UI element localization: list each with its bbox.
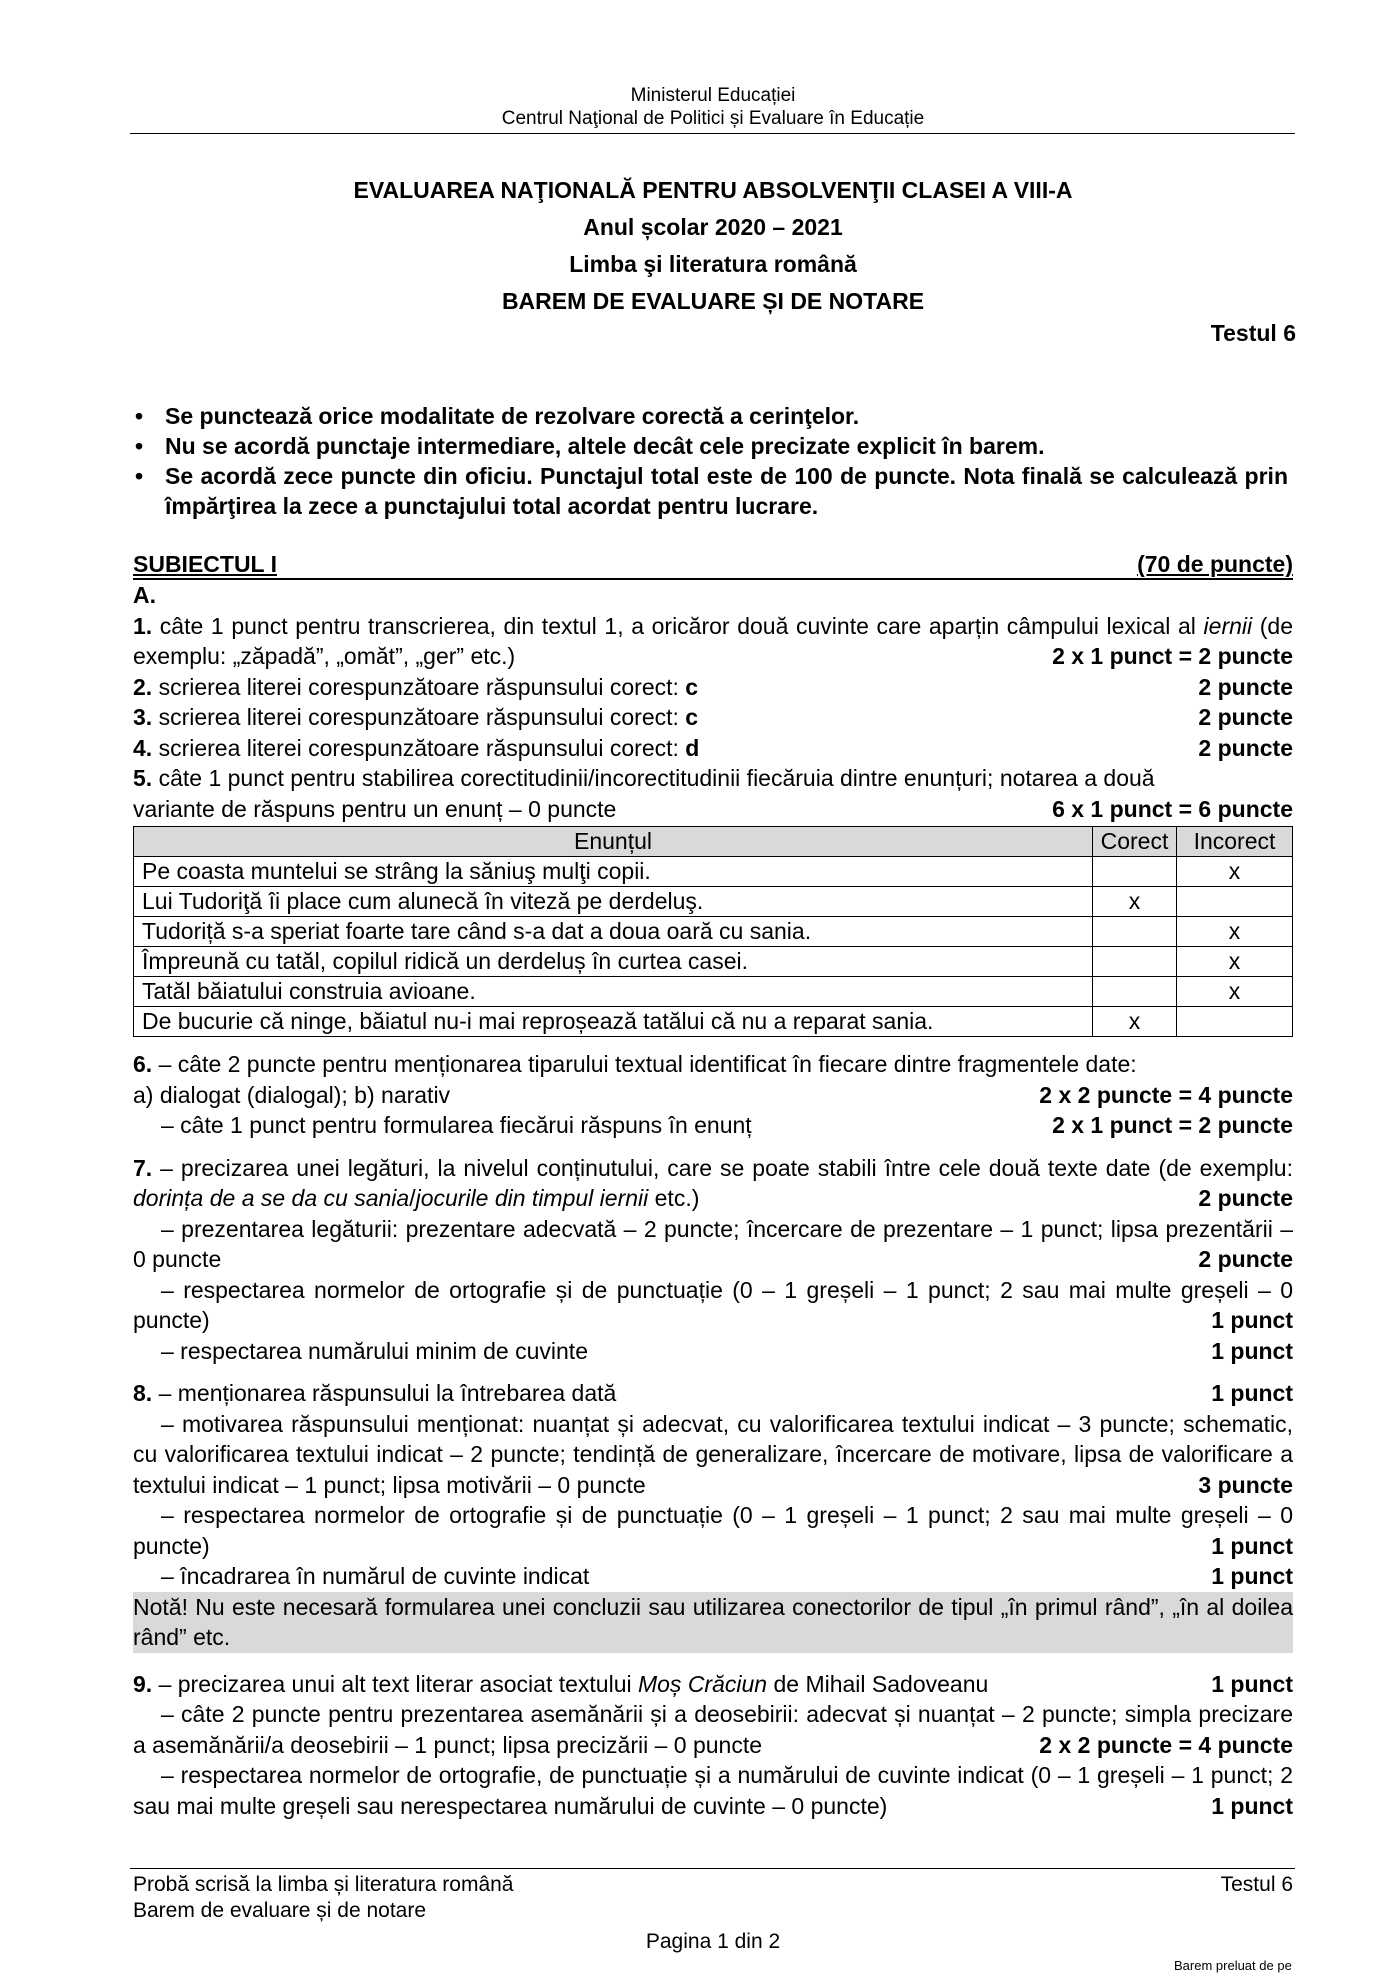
question-7 bbox=[133, 1153, 1293, 1367]
test-number: Testul 6 bbox=[1210, 320, 1296, 346]
answer-letter: c bbox=[685, 704, 699, 730]
question-text: variante de răspuns pentru un enunț – 0 puncte bbox=[133, 795, 617, 822]
ministry-name: Ministerul Educației bbox=[630, 85, 796, 106]
header-rule bbox=[130, 133, 1295, 134]
table-row bbox=[134, 887, 1293, 917]
question-number: 2. bbox=[133, 673, 153, 700]
incorrect-cell bbox=[1177, 1007, 1293, 1037]
question-2 bbox=[133, 672, 1293, 703]
question-score: 2 x 2 puncte = 4 puncte bbox=[1039, 1081, 1293, 1108]
question-score: 2 puncte bbox=[1198, 1185, 1293, 1211]
question-score: 1 punct bbox=[1211, 1670, 1293, 1697]
italic-term: jocurile din timpul iernii bbox=[415, 1185, 649, 1211]
question-text: – respectarea normelor de ortografie și de punctuație (0 – 1 greșeli – 1 punct; 2 sau mai multe greșeli – 0 puncte) bbox=[133, 1276, 1293, 1333]
question-text: – respectarea normelor de ortografie și de punctuație (0 – 1 greșeli – 1 punct; 2 sau mai multe greșeli – 0 puncte) bbox=[133, 1502, 1293, 1559]
statement-cell: Lui Tudoriţă îi place cum alunecă în viteză pe derdeluş. bbox=[134, 887, 1093, 917]
incorrect-cell: x bbox=[1177, 947, 1293, 977]
italic-term: Moș Crăciun bbox=[637, 1670, 768, 1697]
question-number: 1. bbox=[133, 612, 153, 639]
document-titles bbox=[133, 172, 1293, 320]
table-header-cell: Enunțul bbox=[134, 827, 1093, 857]
question-score: 1 punct bbox=[1211, 1792, 1293, 1819]
question-number: 7. bbox=[133, 1154, 153, 1181]
subject-content bbox=[133, 550, 1293, 1821]
subject-heading bbox=[133, 550, 1293, 580]
question-score: 3 puncte bbox=[1198, 1471, 1293, 1498]
table-row bbox=[134, 917, 1293, 947]
question-text: (de exemplu: „zăpadă”, „omăt”, „ger” etc.) bbox=[133, 612, 1293, 669]
question-number: 9. bbox=[133, 1670, 153, 1697]
question-text: – precizarea unei legături, la nivelul conținutului, care se poate stabili între cele două texte date (de exemplu: bbox=[152, 1154, 1293, 1181]
rule-item: • Se acordă zece puncte din oficiu. Punctajul total este de 100 de puncte. Nota finală se calculează prin împărţirea la zece a punctajului total acordat pentru lucrare. bbox=[133, 461, 1288, 521]
question-number: 6. bbox=[133, 1051, 153, 1077]
question-score: 2 x 2 puncte = 4 puncte bbox=[1039, 1731, 1293, 1758]
table-row bbox=[134, 977, 1293, 1007]
ministry-header bbox=[133, 84, 1293, 130]
answer-letter: d bbox=[685, 734, 700, 761]
question-text: a) dialogat (dialogal); b) narativ bbox=[133, 1081, 451, 1108]
incorrect-cell: x bbox=[1177, 977, 1293, 1007]
exam-title: EVALUAREA NAŢIONALĂ PENTRU ABSOLVENŢII CLASEI A VIII-A bbox=[353, 177, 1073, 203]
question-text: scrierea literei corespunzătoare răspunsului corect: bbox=[152, 673, 686, 700]
note-box: Notă! Nu este necesară formularea unei concluzii sau utilizarea conectorilor de tipul „în primul rând”, „în al doilea rând” etc. bbox=[133, 1592, 1293, 1653]
table-row bbox=[134, 1007, 1293, 1037]
question-text: – precizarea unui alt text literar asociat textului bbox=[152, 1670, 638, 1697]
question-text: – câte 2 puncte pentru menționarea tiparului textual identificat în fiecare dintre fragmentele date: bbox=[152, 1051, 1137, 1077]
school-year: Anul școlar 2020 – 2021 bbox=[583, 214, 843, 240]
source-note: Barem preluat de pe bbox=[1174, 1958, 1292, 1973]
question-text: câte 1 punct pentru stabilirea corectitudinii/incorectitudinii fiecăruia dintre enunțuri; notarea a două bbox=[152, 765, 1155, 791]
question-score: 2 puncte bbox=[1198, 734, 1293, 761]
question-score: 2 x 1 punct = 2 puncte bbox=[1052, 1112, 1293, 1138]
incorrect-cell: x bbox=[1177, 917, 1293, 947]
question-text: – câte 2 puncte pentru prezentarea asemănării și a deosebirii: adecvat și nuanțat – 2 puncte; simpla precizare a asemănării/a deosebirii – 1 punct; lipsa precizării – 0 puncte bbox=[133, 1701, 1293, 1758]
question-number: 4. bbox=[133, 734, 153, 761]
table-row bbox=[134, 947, 1293, 977]
italic-term: iernii bbox=[1203, 612, 1253, 639]
question-score: 2 x 1 punct = 2 puncte bbox=[1052, 643, 1293, 669]
question-text: de Mihail Sadoveanu bbox=[767, 1670, 989, 1697]
question-score: 2 puncte bbox=[1198, 673, 1293, 700]
answer-letter: c bbox=[685, 673, 699, 700]
rule-item: • Se punctează orice modalitate de rezolvare corectă a cerinţelor. bbox=[133, 401, 1288, 431]
page-number: Pagina 1 din 2 bbox=[645, 1930, 781, 1953]
question-9 bbox=[133, 1669, 1293, 1822]
statement-cell: De bucurie că ninge, băiatul nu-i mai reproșează tatălui că nu a reparat sania. bbox=[134, 1007, 1093, 1037]
center-name: Centrul Naţional de Politici și Evaluare în Educație bbox=[501, 108, 925, 129]
statement-cell: Tudoriță s-a speriat foarte tare când s-a dat a doua oară cu sania. bbox=[134, 917, 1093, 947]
question-6 bbox=[133, 1049, 1293, 1141]
question-score: 1 punct bbox=[1211, 1380, 1293, 1406]
table-header-cell: Corect bbox=[1093, 827, 1177, 857]
correct-cell bbox=[1093, 947, 1177, 977]
section-label: A. bbox=[133, 582, 156, 608]
incorrect-cell bbox=[1177, 887, 1293, 917]
subject-title: SUBIECTUL I bbox=[133, 551, 277, 577]
question-number: 8. bbox=[133, 1380, 153, 1406]
question-number: 5. bbox=[133, 765, 153, 791]
general-rules bbox=[133, 401, 1288, 521]
footer-exam: Probă scrisă la limba și literatura română bbox=[133, 1873, 514, 1896]
question-1 bbox=[133, 611, 1293, 672]
question-text: scrierea literei corespunzătoare răspunsului corect: bbox=[152, 734, 686, 761]
correct-cell bbox=[1093, 917, 1177, 947]
question-score: 1 punct bbox=[1211, 1532, 1293, 1559]
question-score: 1 punct bbox=[1211, 1563, 1293, 1589]
statement-cell: Împreună cu tatăl, copilul ridică un derdeluș în curtea casei. bbox=[134, 947, 1093, 977]
question-number: 3. bbox=[133, 704, 153, 730]
question-text: – respectarea numărului minim de cuvinte bbox=[161, 1337, 588, 1364]
separator: / bbox=[409, 1185, 416, 1211]
question-text: – câte 1 punct pentru formularea fiecărui răspuns în enunț bbox=[161, 1112, 752, 1138]
question-text: etc.) bbox=[648, 1185, 700, 1211]
question-score: 6 x 1 punct = 6 puncte bbox=[1052, 795, 1293, 822]
footer-barem: Barem de evaluare și de notare bbox=[133, 1899, 427, 1922]
incorrect-cell: x bbox=[1177, 857, 1293, 887]
subject-points: (70 de puncte) bbox=[1137, 551, 1293, 577]
question-text: – prezentarea legăturii: prezentare adecvată – 2 puncte; încercare de prezentare – 1 punct; lipsa prezentării – 0 puncte bbox=[133, 1215, 1293, 1272]
italic-term: dorința de a se da cu sania bbox=[133, 1185, 410, 1211]
question-text: scrierea literei corespunzătoare răspunsului corect: bbox=[152, 704, 686, 730]
table-header-cell: Incorect bbox=[1177, 827, 1293, 857]
rule-item: • Nu se acordă punctaje intermediare, altele decât cele precizate explicit în barem. bbox=[133, 431, 1288, 461]
question-score: 2 puncte bbox=[1198, 704, 1293, 730]
correct-cell bbox=[1093, 857, 1177, 887]
question-5 bbox=[133, 763, 1293, 1037]
subject-title: Limba şi literatura română bbox=[569, 251, 857, 277]
correct-cell: x bbox=[1093, 1007, 1177, 1037]
footer-test: Testul 6 bbox=[1220, 1873, 1293, 1896]
statement-cell: Pe coasta muntelui se strâng la săniuş mulţi copii. bbox=[134, 857, 1093, 887]
barem-title: BAREM DE EVALUARE ȘI DE NOTARE bbox=[501, 288, 925, 314]
question-8 bbox=[133, 1378, 1293, 1653]
table-header-row bbox=[134, 827, 1293, 857]
question-text: – încadrarea în numărul de cuvinte indicat bbox=[161, 1563, 590, 1589]
question-4 bbox=[133, 733, 1293, 764]
correct-cell: x bbox=[1093, 887, 1177, 917]
statements-table bbox=[133, 826, 1293, 1037]
question-score: 1 punct bbox=[1211, 1337, 1293, 1364]
question-3 bbox=[133, 702, 1293, 733]
question-text: câte 1 punct pentru transcrierea, din textul 1, a oricăror două cuvinte care aparțin câmpului lexical al bbox=[152, 612, 1204, 639]
table-row bbox=[134, 857, 1293, 887]
question-text: – respectarea normelor de ortografie, de punctuație și a numărului de cuvinte indicat (0 – 1 greșeli – 1 punct; 2 sau mai multe greșeli sau nerespectarea numărului de cuvinte – 0 puncte) bbox=[133, 1762, 1293, 1819]
question-text: – motivarea răspunsului menționat: nuanțat și adecvat, cu valorificarea textului indicat – 3 puncte; schematic, cu valorificarea textului indicat – 2 puncte; tendință de generalizare, încercare de motivare, lipsa de valorificare a textului indicat – 1 punct; lipsa motivării – 0 puncte bbox=[133, 1410, 1293, 1498]
statement-cell: Tatăl băiatului construia avioane. bbox=[134, 977, 1093, 1007]
question-score: 1 punct bbox=[1211, 1307, 1293, 1333]
question-score: 2 puncte bbox=[1198, 1246, 1293, 1272]
question-text: – menționarea răspunsului la întrebarea dată bbox=[152, 1380, 617, 1406]
footer-rule bbox=[130, 1868, 1295, 1869]
page-footer bbox=[133, 1872, 1293, 1924]
correct-cell bbox=[1093, 977, 1177, 1007]
